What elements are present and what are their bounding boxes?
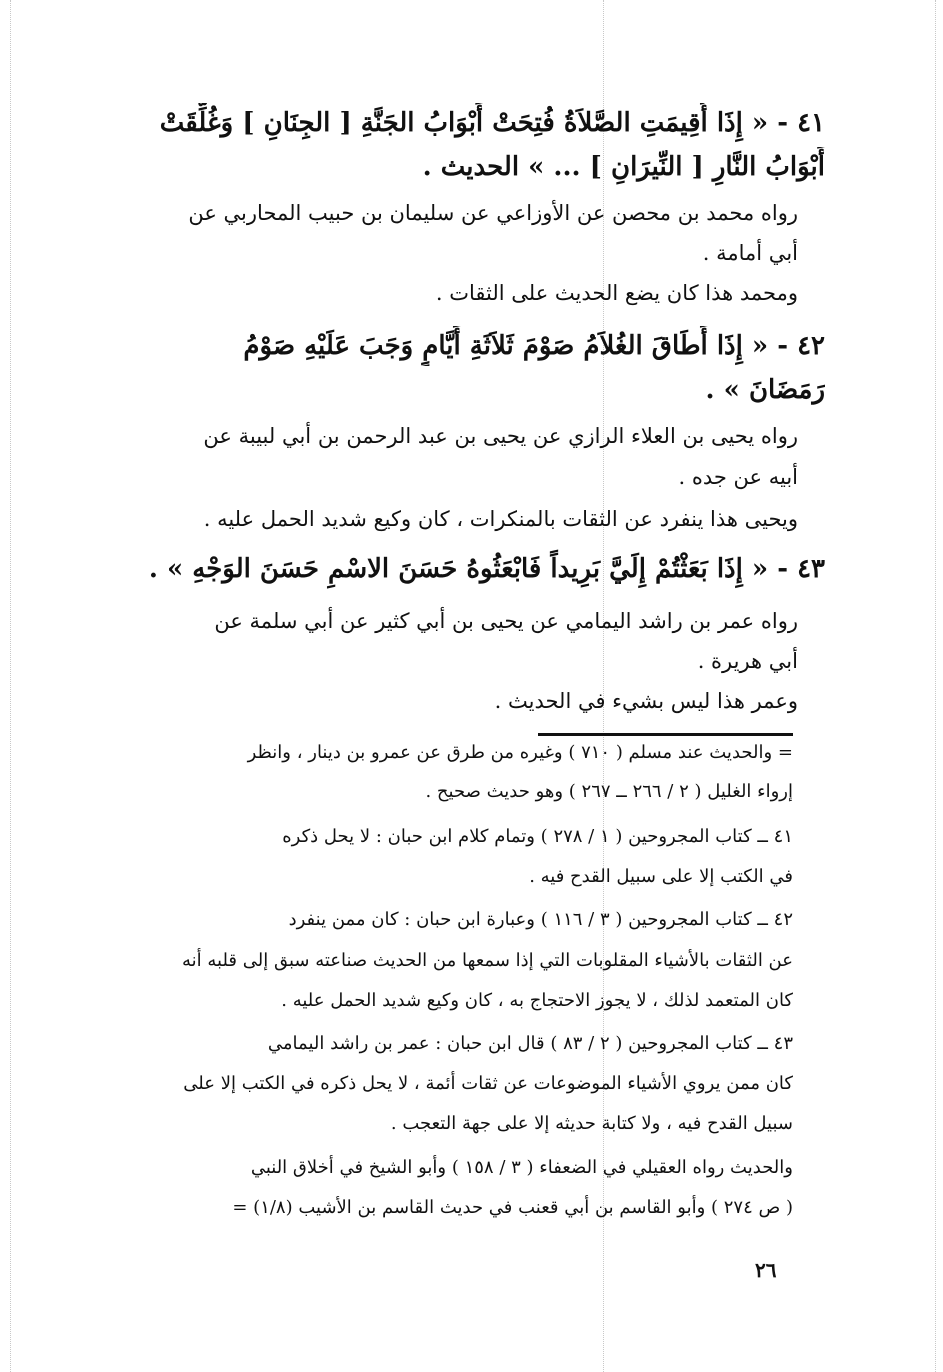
footnote-42-line-3: كان المتعمد لذلك ، لا يجوز الاحتجاج به ، كان وكيع شديد الحمل عليه . — [281, 990, 793, 1011]
footnote-43-line-2: كان ممن يروي الأشياء الموضوعات عن ثقات أئمة ، لا يحل ذكره في الكتب إلا على — [183, 1073, 793, 1094]
page-number: ٢٦ — [755, 1258, 777, 1282]
footnote-continuation-line-1: = والحديث عند مسلم ( ٧١٠ ) وغيره من طرق عن عمرو بن دينار ، وانظر — [247, 742, 793, 763]
hadith-41-heading-line-1: ٤١ - « إِذَا أُقِيمَتِ الصَّلاَةُ فُتِحَتْ أَبْوَابُ الجَنَّةِ [ الجِنَانِ ] وَغُلِّقَتْ — [159, 108, 825, 138]
hadith-41-heading-line-2: أَبْوَابُ النَّارِ [ النِّيرَانِ ] ... » الحديث . — [422, 152, 825, 182]
footnote-43-line-1: ٤٣ ــ كتاب المجروحين ( ٢ / ٨٣ ) قال ابن حبان : عمر بن راشد اليمامي — [267, 1033, 793, 1054]
scan-guide-line — [935, 0, 936, 1372]
footnote-42-line-2: عن الثقات بالأشياء المقلوبات التي إذا سمعها من الحديث صناعته سبق إلى قلبه أنه — [181, 950, 793, 971]
hadith-41-narration-line-1: رواه محمد بن محصن عن الأوزاعي عن سليمان بن حبيب المحاربي عن — [188, 201, 798, 225]
hadith-41-grading: ومحمد هذا كان يضع الحديث على الثقات . — [435, 281, 798, 305]
hadith-43-heading: ٤٣ - « إِذَا بَعَثْتُمْ إِلَيَّ بَرِيداً فَابْعَثُوهُ حَسَنَ الاسْمِ حَسَنَ الوَجْهِ » . — [148, 554, 825, 584]
hadith-43-narration-line-2: أبي هريرة . — [697, 649, 798, 673]
hadith-42-heading-line-1: ٤٢ - « إِذَا أَطَاقَ الغُلاَمُ صَوْمَ ثَلاَثَةِ أَيَّامٍ وَجَبَ عَلَيْهِ صَوْمُ — [243, 331, 825, 361]
hadith-42-heading-line-2: رَمَضَانَ » . — [705, 375, 825, 405]
scan-guide-line — [10, 0, 11, 1372]
footnote-43-sources-line-1: والحديث رواه العقيلي في الضعفاء ( ٣ / ١٥٨ ) وأبو الشيخ في أخلاق النبي — [250, 1157, 793, 1178]
footnote-41-line-2: في الكتب إلا على سبيل القدح فيه . — [529, 866, 793, 887]
footnote-43-line-3: سبيل القدح فيه ، ولا كتابة حديثه إلا على جهة التعجب . — [390, 1113, 793, 1134]
footnote-41-line-1: ٤١ ــ كتاب المجروحين ( ١ / ٢٧٨ ) وتمام كلام ابن حبان : لا يحل ذكره — [282, 826, 793, 847]
hadith-43-narration-line-1: رواه عمر بن راشد اليمامي عن يحيى بن أبي كثير عن أبي سلمة عن — [214, 609, 798, 633]
hadith-42-grading: ويحيى هذا ينفرد عن الثقات بالمنكرات ، كان وكيع شديد الحمل عليه . — [203, 507, 798, 531]
hadith-43-grading: وعمر هذا ليس بشيء في الحديث . — [494, 689, 798, 713]
footnote-43-sources-line-2: ( ص ٢٧٤ ) وأبو القاسم بن أبي قعنب في حديث القاسم بن الأشيب (١/٨) = — [232, 1197, 793, 1218]
footnote-separator — [538, 733, 793, 736]
footnote-continuation-line-2: إرواء الغليل ( ٢ / ٢٦٦ ــ ٢٦٧ ) وهو حديث صحيح . — [425, 781, 793, 802]
hadith-42-narration-line-1: رواه يحيى بن العلاء الرازي عن يحيى بن عبد الرحمن بن أبي لبيبة عن — [203, 424, 798, 448]
hadith-42-narration-line-2: أبيه عن جده . — [678, 465, 798, 489]
footnote-42-line-1: ٤٢ ــ كتاب المجروحين ( ٣ / ١١٦ ) وعبارة ابن حبان : كان ممن ينفرد — [288, 909, 793, 930]
hadith-41-narration-line-2: أبي أمامة . — [702, 241, 798, 265]
